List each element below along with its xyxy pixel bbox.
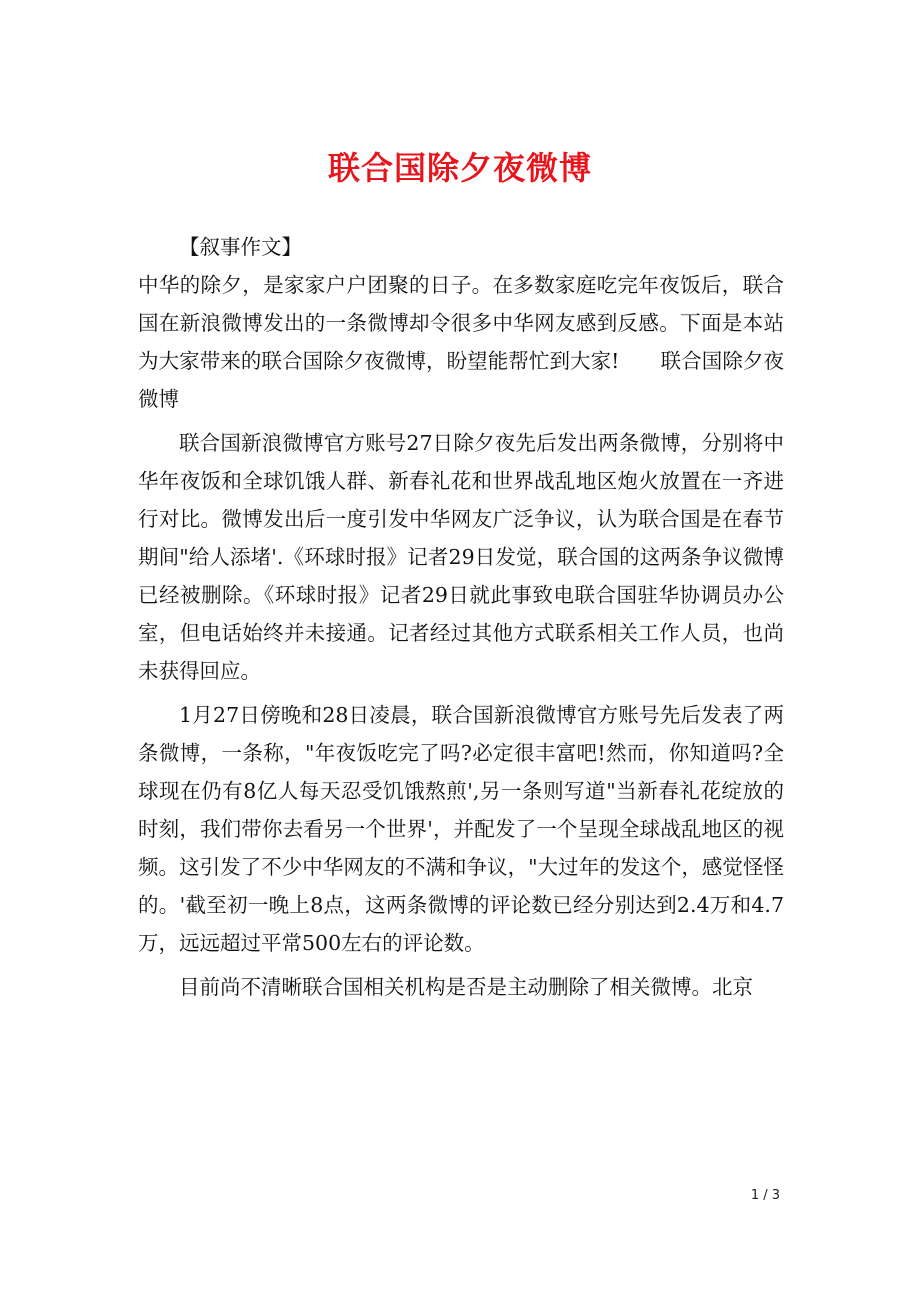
category-label: 【叙事作文】 <box>179 235 302 259</box>
paragraph-3: 目前尚不清晰联合国相关机构是否是主动删除了相关微博。北京 <box>179 975 753 999</box>
paragraph-2: 1月27日傍晚和28日凌晨，联合国新浪微博官方账号先后发表了两条微博，一条称，"年夜饭吃完了吗?必定很丰富吧!然而，你知道吗?全球现在仍有8亿人每天忍受饥饿熬煎',另一条则写道"当新春礼花绽放的时刻，我们带你去看另一个世界'，并配发了一个呈现全球战乱地区的视频。这引发了不少中华网友的不满和争议，"大过年的发这个，感觉怪怪的。'截至初一晚上8点，这两条微博的评论数已经分别达到2.4万和4.7万，远远超过平常500左右的评论数。 <box>138 703 784 955</box>
document-body <box>138 228 784 1006</box>
page-number: 1 / 3 <box>750 1188 780 1203</box>
paragraph-intro: 中华的除夕，是家家户户团聚的日子。在多数家庭吃完年夜饭后，联合国在新浪微博发出的一条微博却令很多中华网友感到反感。下面是本站为大家带来的联合国除夕夜微博，盼望能帮忙到大家! 联合国除夕夜微博 <box>138 273 784 411</box>
document-title: 联合国除夕夜微博 <box>327 149 592 187</box>
paragraph-1: 联合国新浪微博官方账号27日除夕夜先后发出两条微博，分别将中华年夜饭和全球饥饿人群、新春礼花和世界战乱地区炮火放置在一齐进行对比。微博发出后一度引发中华网友广泛争议，认为联合国是在春节期间"给人添堵'.《环球时报》记者29日发觉，联合国的这两条争议微博已经被删除。《环球时报》记者29日就此事致电联合国驻华协调员办公室，但电话始终并未接通。记者经过其他方式联系相关工作人员，也尚未获得回应。 <box>138 431 784 683</box>
